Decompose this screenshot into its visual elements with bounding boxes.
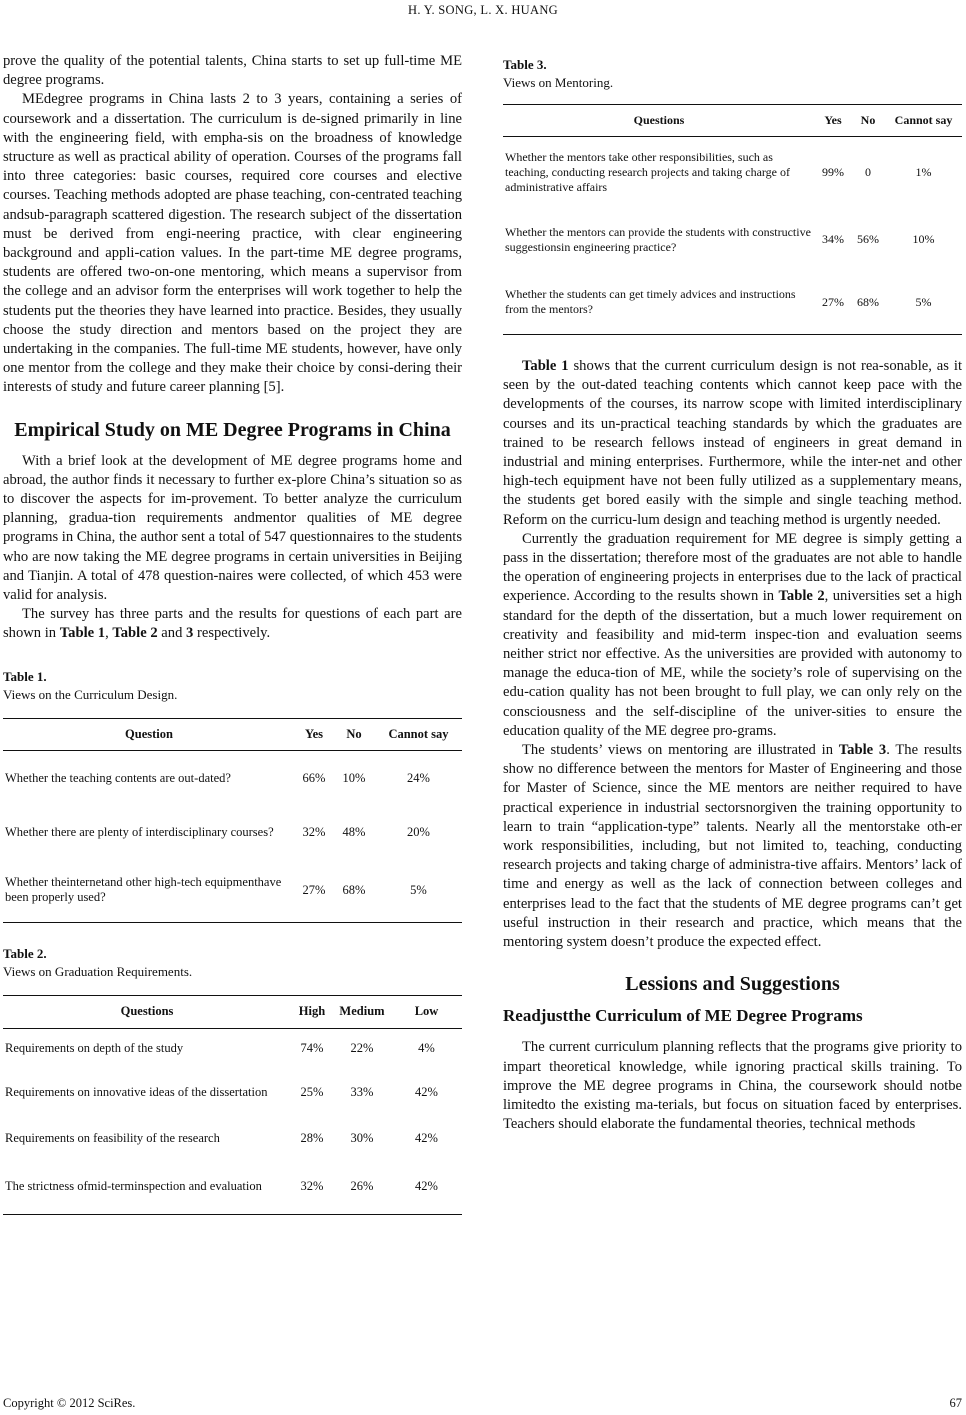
table-cell: 48% bbox=[342, 824, 366, 839]
table-ref: Table 2 bbox=[778, 588, 825, 605]
section-heading: Empirical Study on ME Degree Programs in China bbox=[14, 418, 451, 441]
table-cell: 10% bbox=[912, 232, 935, 246]
table-row bbox=[503, 271, 962, 335]
table-cell: 4% bbox=[418, 1040, 435, 1055]
paragraph bbox=[503, 357, 962, 530]
table-cell: 27% bbox=[302, 882, 326, 897]
text: respectively. bbox=[193, 625, 271, 642]
table-cell: Whether theinternetand other high-tech equipmenthave been properly used? bbox=[5, 874, 282, 905]
table-ref: Table 1 bbox=[522, 358, 569, 374]
table-cell: 24% bbox=[407, 771, 430, 786]
paragraph: prove the quality of the potential talents, China starts to set up full-time ME degree programs. bbox=[3, 53, 462, 89]
table-row bbox=[3, 859, 462, 923]
table-header: Medium bbox=[339, 1004, 385, 1019]
table-row bbox=[3, 1068, 462, 1118]
table-header: High bbox=[298, 1004, 326, 1019]
table-cell: Requirements on feasibility of the research bbox=[5, 1131, 220, 1146]
table-caption bbox=[503, 56, 962, 92]
table-curriculum bbox=[3, 718, 462, 924]
table-header: Yes bbox=[304, 726, 324, 741]
text: , bbox=[105, 625, 113, 642]
table-header: Questions bbox=[633, 113, 685, 127]
table-ref: 3 bbox=[186, 625, 194, 642]
text: and bbox=[157, 625, 187, 642]
table-cell: Whether the students can get timely advices and instructions from the mentors? bbox=[505, 287, 796, 317]
table-row bbox=[3, 807, 462, 859]
table-cell: 28% bbox=[300, 1131, 324, 1146]
subsection-heading: Readjustthe Curriculum of ME Degree Programs bbox=[503, 1006, 863, 1026]
table-cell: 68% bbox=[857, 294, 879, 309]
paragraph bbox=[503, 530, 962, 741]
right-column bbox=[503, 56, 962, 1134]
running-header: H. Y. SONG, L. X. HUANG bbox=[408, 3, 558, 17]
table-cell: 56% bbox=[857, 232, 879, 246]
table-cell: The strictness ofmid-terminspection and evaluation bbox=[5, 1179, 262, 1194]
table-cell: 42% bbox=[415, 1179, 438, 1194]
section-heading: Lessions and Suggestions bbox=[625, 973, 840, 996]
table-row bbox=[3, 1028, 462, 1068]
table-header: No bbox=[346, 726, 362, 741]
table-header: Yes bbox=[824, 113, 842, 127]
table-caption bbox=[3, 668, 462, 704]
table-cell: Whether the mentors take other responsibilities, such as teaching, conducting research projects and taking charge of administrative affairs bbox=[505, 150, 790, 195]
table-number: Table 1. bbox=[3, 668, 47, 684]
table-ref: Table 1 bbox=[59, 625, 106, 642]
table-cell: 32% bbox=[300, 1179, 324, 1194]
table-cell: 33% bbox=[350, 1085, 374, 1100]
paragraph: The current curriculum planning reflects that the programs give priority to impart theoretical knowledge, while ignoring practical skills training. To improve the ME degree programs in China, the coursework should notbe limitedto the existing ma-terials, but focus on situation faced by enterprises. Teachers should elaborate the fundamental theories, technical methods bbox=[503, 1039, 962, 1133]
text: The survey has three parts and the results for questions of each part are shown in bbox=[3, 606, 462, 642]
table-header: Cannot say bbox=[388, 726, 449, 741]
table-header: No bbox=[860, 113, 876, 127]
table-title: Views on Mentoring. bbox=[503, 75, 614, 90]
table-cell: 20% bbox=[407, 824, 430, 839]
table-cell: 25% bbox=[300, 1085, 324, 1100]
table-cell: 5% bbox=[410, 882, 427, 897]
table-cell: 30% bbox=[350, 1131, 374, 1146]
table-cell: 34% bbox=[822, 232, 844, 246]
paragraph bbox=[3, 605, 462, 643]
table-cell: Requirements on depth of the study bbox=[5, 1040, 184, 1055]
table-header: Questions bbox=[120, 1004, 174, 1019]
table-cell: Whether there are plenty of interdisciplinary courses? bbox=[5, 824, 274, 839]
paragraph bbox=[503, 741, 962, 952]
table-title: Views on Graduation Requirements. bbox=[3, 964, 193, 980]
text: Currently the graduation requirement for ME degree is simply getting a pass in the dissertation; therefore most of the graduates are not able to handle the operation of engineering projects in enterprises due to the lack of practical experience. According to the results shown in bbox=[503, 530, 962, 605]
left-column bbox=[3, 52, 462, 1215]
table-row bbox=[503, 137, 962, 209]
table-header: Cannot say bbox=[894, 113, 953, 127]
table-number: Table 2. bbox=[3, 946, 47, 962]
text: . The results show no difference between the mentors for Master of Engineering and those for Master of Science, since the ME mentors are neither required to have practical experience in industrial sectorsnorgiven the training opportunity to learn to train “application-type” talents. Nearly all the mentorstake oth-er work responsibilities, including, but not limited to, teaching, conducting research projects and taking charge of administra-tive affairs. Mentors’ lack of time and energy as well as the lack of connection between colleges and enterprises lead to the fact that the students of ME degree programs can’t get useful instruction in their research and practice, which means that the mentoring system doesn’t produce the expected effect. bbox=[503, 742, 962, 951]
text: , universities set a high standard for the depth of the dissertation, but a much lower requirement on creativity and feasibility and mid-term inspec-tion and evaluation seems neither strict nor effective. As the universities are provided with autonomy to manage the educa-tion of ME, while the society’s role of supervising on the edu-cation quality has not been brought to full play, we can only rely on the consciousness and the self-discipline of the univer-sities to ensure the education quality of the ME degree pro-grams. bbox=[503, 588, 962, 739]
table-cell: 1% bbox=[915, 165, 932, 180]
text: shows that the current curriculum design is not rea-sonable, as it seen by the out-dated teaching contents which cannot keep pace with the developments of the courses, its narrow scope with limited interdisciplinary courses and its un-practical teaching standards by which the graduates are trained to be research fellows instead of engineers in great demand in industrial and mining enterprises. Furthermore, while the inter-net and other high-tech equipment have not been fully utilized as a supplementary means, the students get bored easily with the simple and single teaching method. Reform on the curricu-lum design and teaching method is urgently needed. bbox=[503, 358, 962, 528]
table-ref: Table 3 bbox=[838, 742, 887, 759]
table-cell: Whether the teaching contents are out-dated? bbox=[5, 771, 231, 786]
table-cell: Whether the mentors can provide the students with constructive suggestionsin engineering practice? bbox=[505, 224, 811, 254]
table-cell: 27% bbox=[822, 294, 844, 309]
table-cell: 42% bbox=[415, 1085, 438, 1100]
table-header: Low bbox=[414, 1004, 439, 1019]
page-number: 67 bbox=[949, 1396, 962, 1410]
table-cell: Requirements on innovative ideas of the dissertation bbox=[5, 1085, 268, 1100]
table-row bbox=[3, 1160, 462, 1214]
paragraph: MEdegree programs in China lasts 2 to 3 years, containing a series of coursework and a dissertation. The curriculum is de-signed primarily in line with the engineering field, with empha-sis on the broadness of knowledge structure as well as practical ability of operation. Courses of the programs fall into three categories: basic courses, required core courses and elective courses. Teaching methods adopted are phase teaching, con-centrated teaching andsub-paragraph scattered digestion. The research subject of the dissertation must be derived from engi-neering practice, with clear engineering background and appli-cation values. In the part-time ME degree programs, students are offered two-on-one mentoring, which means a supervisor from the college and an advisor form the enterprises will work together to help the students put the theories they have learned into practice. Besides, they usually choose the study direction and mentors based on the project they are undertaking in the companies. The full-time ME students, however, have only one mentor from the college and they make their choice by consi-dering their interests of study and future career planning [5]. bbox=[3, 91, 462, 396]
table-cell: 74% bbox=[300, 1040, 324, 1055]
table-cell: 22% bbox=[350, 1040, 374, 1055]
table-header: Question bbox=[125, 726, 173, 741]
table-cell: 26% bbox=[350, 1179, 374, 1194]
table-graduation bbox=[3, 995, 462, 1215]
table-number: Table 3. bbox=[503, 57, 547, 72]
table-row bbox=[3, 751, 462, 807]
paragraph: With a brief look at the development of ME degree programs home and abroad, the author finds it necessary to further ex-plore China’s situation so as to discover the aspects for im-provement. To better analyze the curriculum planning, gradua-tion requirements andmentor qualities of ME degree programs in China, the author sent a total of 547 questionnaires to the students who are now taking the ME degree programs in certain universities in Beijing and Tianjin. A total of 478 question-naires were collected, of which 453 were valid for analysis. bbox=[3, 452, 462, 604]
table-cell: 99% bbox=[822, 165, 844, 180]
table-caption bbox=[3, 945, 462, 981]
table-mentoring bbox=[503, 104, 962, 335]
table-cell: 5% bbox=[915, 294, 932, 309]
table-cell: 32% bbox=[302, 824, 326, 839]
text: The students’ views on mentoring are illustrated in bbox=[522, 742, 839, 759]
table-ref: Table 2 bbox=[112, 625, 158, 642]
table-row bbox=[3, 1118, 462, 1160]
table-row bbox=[503, 209, 962, 271]
table-cell: 0 bbox=[865, 165, 871, 180]
table-cell: 68% bbox=[342, 882, 366, 897]
copyright-notice: Copyright © 2012 SciRes. bbox=[3, 1396, 136, 1410]
table-cell: 10% bbox=[342, 771, 366, 786]
table-cell: 42% bbox=[415, 1131, 438, 1146]
table-cell: 66% bbox=[302, 771, 326, 786]
table-title: Views on the Curriculum Design. bbox=[3, 686, 178, 702]
